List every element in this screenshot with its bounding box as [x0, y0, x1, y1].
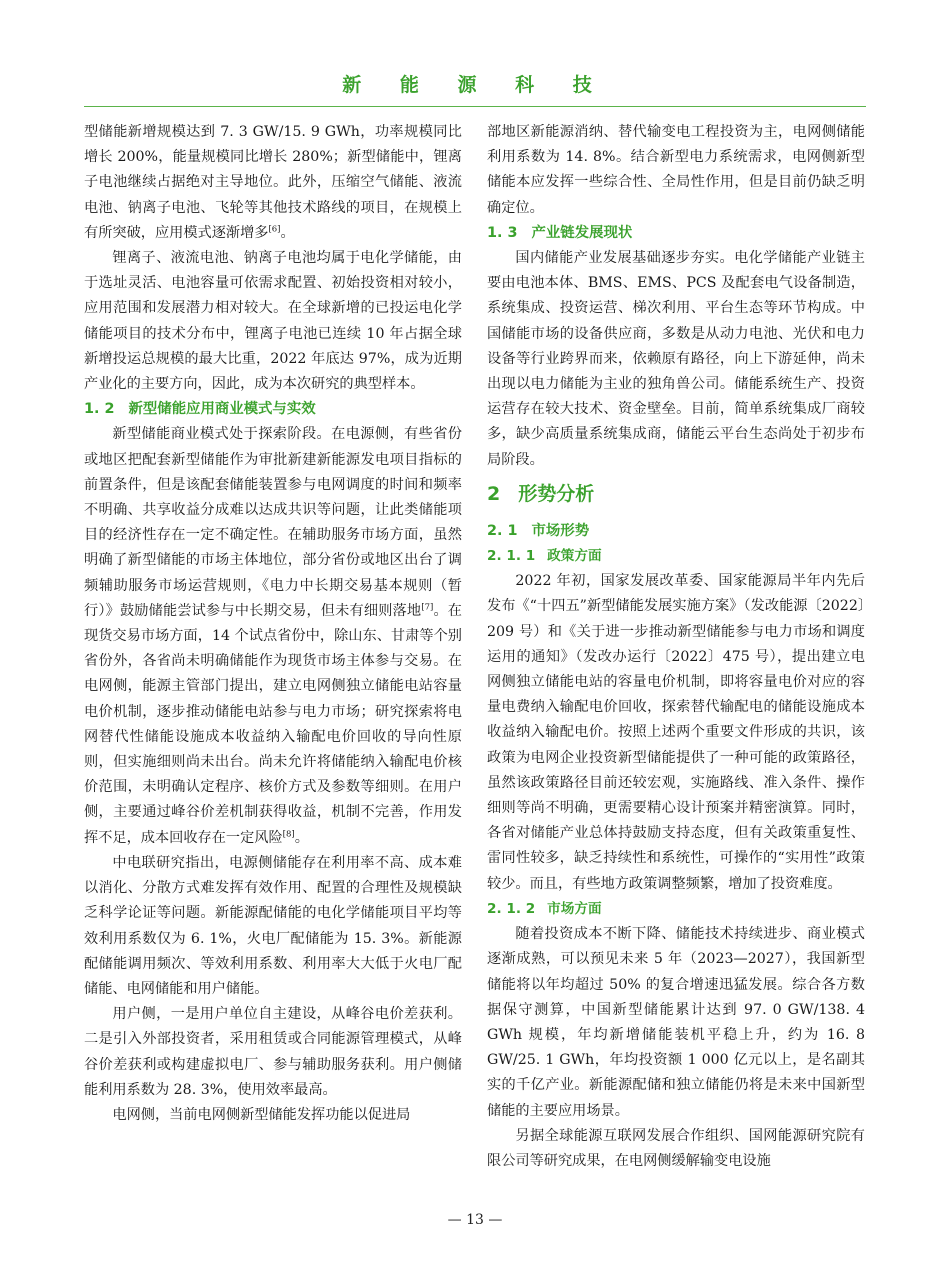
citation-ref[interactable]: [7]: [421, 602, 434, 613]
citation-ref[interactable]: [6]: [268, 224, 281, 235]
page-number: — 13 —: [447, 1212, 503, 1228]
header-rule: [84, 106, 866, 107]
section-heading-2-1: 2. 1 市场形势: [487, 522, 590, 539]
subsection-heading-2-1-1: 2. 1. 1 政策方面: [487, 548, 602, 565]
paragraph: 2022 年初，国家发展改革委、国家能源局半年内先后发布《“十四五”新型储能发展实施方案》（发改能源〔2022〕209 号）和《关于进一步推动新型储能参与电力市场和调度运用的通知》（发改办运行〔2022〕475 号），提出建立电网侧独立储能电站的容量电价机制，即将容量电价对应的容量电费纳入输配电价回收，探索替代输配电的储能设施成本收益纳入输配电价。按照上述两个重要文件形成的共识，该政策为电网企业投资新型储能提供了一种可能的政策路径，虽然该政策路径目前还较宏观，实施路线、准入条件、操作细则等尚不明确，更需要精心设计预案并精密演算。同时，各省对储能产业总体持鼓励支持态度，但有关政策重复性、雷同性较多，缺乏持续性和系统性，可操作的“实用性”政策较少。而且，有些地方政策调整频繁，增加了投资难度。: [487, 573, 865, 892]
paragraph: 部地区新能源消纳、替代输变电工程投资为主，电网侧储能利用系数为 14. 8%。结合新型电力系统需求，电网侧新型储能本应发挥一些综合性、全局性作用，但是目前仍缺乏明确定位。: [487, 124, 865, 216]
section-heading-1-3: 1. 3 产业链发展现状: [487, 224, 633, 241]
paragraph: 锂离子、液流电池、钠离子电池均属于电化学储能，由于选址灵活、电池容量可依需求配置、初始投资相对较小，应用范围和发展潜力相对较大。在全球新增的已投运电化学储能项目的技术分布中，锂离子电池已连续 10 年占据全球新增投运总规模的最大比重，2022 年底达 97%，成为近期产业化的主要方向，因此，成为本次研究的典型样本。: [84, 250, 462, 393]
paragraph: 电网侧，当前电网侧新型储能发挥功能以促进局: [112, 1106, 411, 1123]
paragraph: 国内储能产业发展基础逐步夯实。电化学储能产业链主要由电池本体、BMS、EMS、PCS 及配套电气设备制造，系统集成、投资运营、梯次利用、平台生态等环节构成。中国储能市场的设备供应商，多数是从动力电池、光伏和电力设备等行业跨界而来，依赖原有路径，向上下游延伸，尚未出现以电力储能为主业的独角兽公司。储能系统生产、投资运营存在较大技术、资金壁垒。目前，简单系统集成厂商较多，缺少高质量系统集成商，储能云平台生态尚处于初步布局阶段。: [487, 250, 865, 468]
paragraph: 用户侧，一是用户单位自主建设，从峰谷电价差获利。二是引入外部投资者，采用租赁或合同能源管理模式，从峰谷价差获利或构建虚拟电厂、参与辅助服务获利。用户侧储能利用系数为 28. 3%，使用效率最高。: [84, 1006, 462, 1098]
paragraph: 型储能新增规模达到 7. 3 GW/15. 9 GWh，功率规模同比增长 200%，能量规模同比增长 280%；新型储能中，锂离子电池继续占据绝对主导地位。此外，压缩空气储能、液流电池、钠离子电池、飞轮等其他技术路线的项目，在规模上有所突破，应用模式逐渐增多[6]。: [84, 124, 462, 241]
right-column: [487, 120, 865, 1174]
paragraph: 中电联研究指出，电源侧储能存在利用率不高、成本难以消化、分散方式难发挥有效作用、配置的合理性及规模缺乏科学论证等问题。新能源配储能的电化学储能项目平均等效利用系数仅为 6. 1%，火电厂配储能为 15. 3%。新能源配储能调用频次、等效利用系数、利用率大大低于火电厂配储能、电网储能和用户储能。: [84, 854, 462, 997]
paragraph: 新型储能商业模式处于探索阶段。在电源侧，有些省份或地区把配套新型储能作为审批新建新能源发电项目指标的前置条件，但是该配套储能装置参与电网调度的时间和频率不明确、共享收益分成难以达成共识等问题，让此类储能项目的经济性存在一定不确定性。在辅助服务市场方面，虽然明确了新型储能的市场主体地位，部分省份或地区出台了调频辅助服务市场运营规则，《电力中长期交易基本规则（暂行）》鼓励储能尝试参与中长期交易，但未有细则落地[7]。在现货交易市场方面，14 个试点省份中，除山东、甘肃等个别省份外，各省尚未明确储能作为现货市场主体参与交易。在电网侧，能源主管部门提出，建立电网侧独立储能电站容量电价机制，逐步推动储能电站参与电力市场；研究探索将电网替代性储能设施成本收益纳入输配电价回收的导向性原则，但实施细则尚未出台。尚未允许将储能纳入输配电价核价范围，未明确认定程序、核价方式及参数等细则。在用户侧，主要通过峰谷价差机制获得收益，机制不完善，作用发挥不足，成本回收存在一定风险[8]。: [84, 426, 462, 846]
subsection-heading-2-1-2: 2. 1. 2 市场方面: [487, 900, 602, 917]
journal-title: 新 能 源 科 技: [342, 74, 608, 96]
section-heading-1-2: 1. 2 新型储能应用商业模式与实效: [84, 401, 316, 418]
citation-ref[interactable]: [8]: [282, 828, 295, 839]
paragraph: 随着投资成本不断下降、储能技术持续进步、商业模式逐渐成熟，可以预见未来 5 年（2023—2027），我国新型储能将以年均超过 50% 的复合增速迅猛发展。综合各方数据保守测算，中国新型储能累计达到 97. 0 GW/138. 4 GWh 规模，年均新增储能装机平稳上升，约为 16. 8 GW/25. 1 GWh，年均投资额 1 000 亿元以上，是名副其实的千亿产业。新能源配储和独立储能仍将是未来中国新型储能的主要应用场景。: [487, 926, 865, 1119]
paragraph: 另据全球能源互联网发展合作组织、国网能源研究院有限公司等研究成果，在电网侧缓解输变电设施: [487, 1127, 865, 1169]
chapter-heading-2: 2 形势分析: [487, 482, 595, 505]
left-column: [84, 120, 462, 1128]
